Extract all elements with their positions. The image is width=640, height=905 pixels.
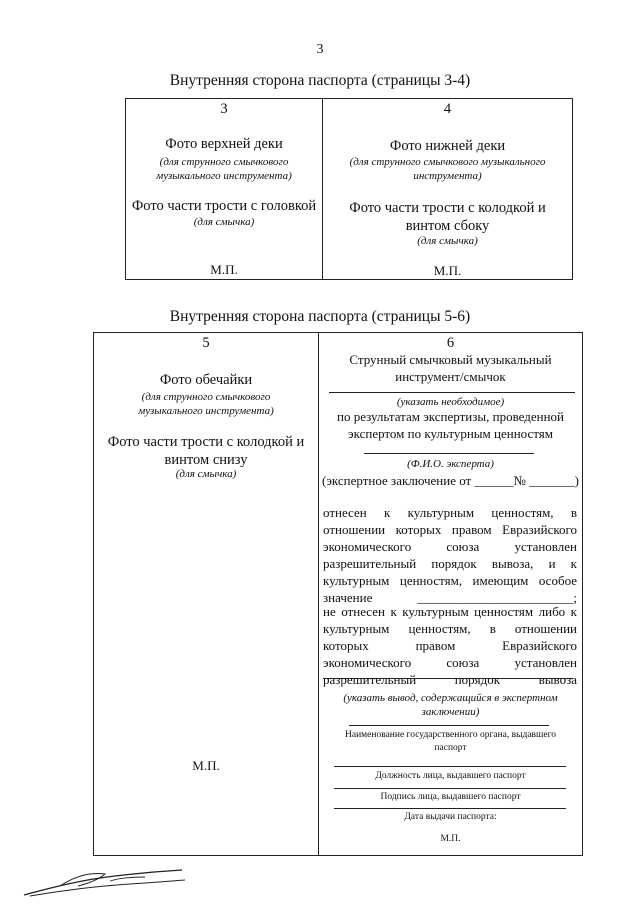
- fill-line: [349, 725, 549, 726]
- photo-shell-label: Фото обечайки: [159, 372, 253, 388]
- fill-line: [334, 766, 566, 767]
- hint-specify: (указать необходимое): [396, 396, 505, 408]
- page-3-column: [126, 99, 322, 279]
- page-number-3: 3: [220, 101, 228, 117]
- photo-bottom-deck-label: Фото нижней деки: [389, 138, 506, 154]
- expertise-text: по результатам экспертизы, проведенной экспертом по культурным ценностям: [337, 409, 564, 441]
- bow-note: (для смычка): [193, 216, 255, 228]
- photo-bow-head-label: Фото части трости с головкой: [131, 198, 317, 214]
- hint-conclusion: (указать вывод, содержащийся в экспертном заключении): [343, 692, 558, 718]
- fill-line: [364, 453, 534, 454]
- page-number-6: 6: [446, 335, 455, 351]
- page-5-column: [94, 333, 318, 855]
- section-heading-pages-5-6: Внутренняя сторона паспорта (страницы 5-6): [169, 308, 471, 325]
- section-heading-pages-3-4: Внутренняя сторона паспорта (страницы 3-4): [169, 72, 471, 89]
- fill-line: [334, 788, 566, 789]
- handwritten-signature: [20, 862, 190, 902]
- page-number: 3: [316, 42, 324, 57]
- object-type-label: Струнный смычковый музыкальный инструмент/смычок: [349, 352, 552, 384]
- instrument-note: (для струнного смычкового музыкального инструмента): [138, 391, 274, 417]
- assigned-clause: отнесен к культурным ценностям, в отношении которых правом Евразийского экономического союза установлен разрешительный порядок вывоза, и к культурным ценностям, имеющим особое значение ________________________;: [323, 505, 577, 605]
- page-number-5: 5: [202, 335, 210, 351]
- instrument-note: (для струнного смычкового музыкального инструмента): [349, 156, 546, 182]
- photo-bow-frog-bottom-label: Фото части трости с колодкой и винтом снизу: [107, 434, 305, 468]
- page-4-column: [323, 99, 572, 279]
- hint-expert-name: (Ф.И.О. эксперта): [407, 458, 494, 470]
- page-number-4: 4: [443, 101, 452, 117]
- not-assigned-clause: не отнесен к культурным ценностям либо к культурным ценностям, в отношении которых правом Евразийского экономического союза установлен разрешительный порядок вывоза: [323, 604, 577, 687]
- fill-line: [323, 678, 573, 679]
- instrument-note: (для струнного смычкового музыкального инструмента): [156, 156, 292, 182]
- official-signature-label: Подпись лица, выдавшего паспорт: [380, 792, 521, 802]
- official-position-label: Должность лица, выдавшего паспорт: [375, 771, 526, 781]
- photo-bow-frog-side-label: Фото части трости с колодкой и винтом сбоку: [349, 200, 546, 234]
- expert-conclusion-ref: (экспертное заключение от ______№ _______): [322, 473, 579, 488]
- stamp-placeholder: М.П.: [192, 758, 220, 773]
- passport-spread-3-4: [125, 98, 573, 280]
- page-6-column: [319, 333, 582, 855]
- bow-note: (для смычка): [417, 235, 478, 247]
- passport-spread-5-6: [93, 332, 583, 856]
- bow-note: (для смычка): [175, 468, 237, 480]
- fill-line: [334, 808, 566, 809]
- stamp-placeholder: М.П.: [440, 834, 461, 844]
- issuing-authority-label: Наименование государственного органа, выдавшего паспорт: [345, 730, 556, 753]
- stamp-placeholder: М.П.: [433, 263, 462, 278]
- stamp-placeholder: М.П.: [210, 262, 238, 277]
- issue-date-label: Дата выдачи паспорта:: [404, 812, 497, 822]
- fill-line: [329, 392, 575, 393]
- photo-top-deck-label: Фото верхней деки: [165, 136, 283, 152]
